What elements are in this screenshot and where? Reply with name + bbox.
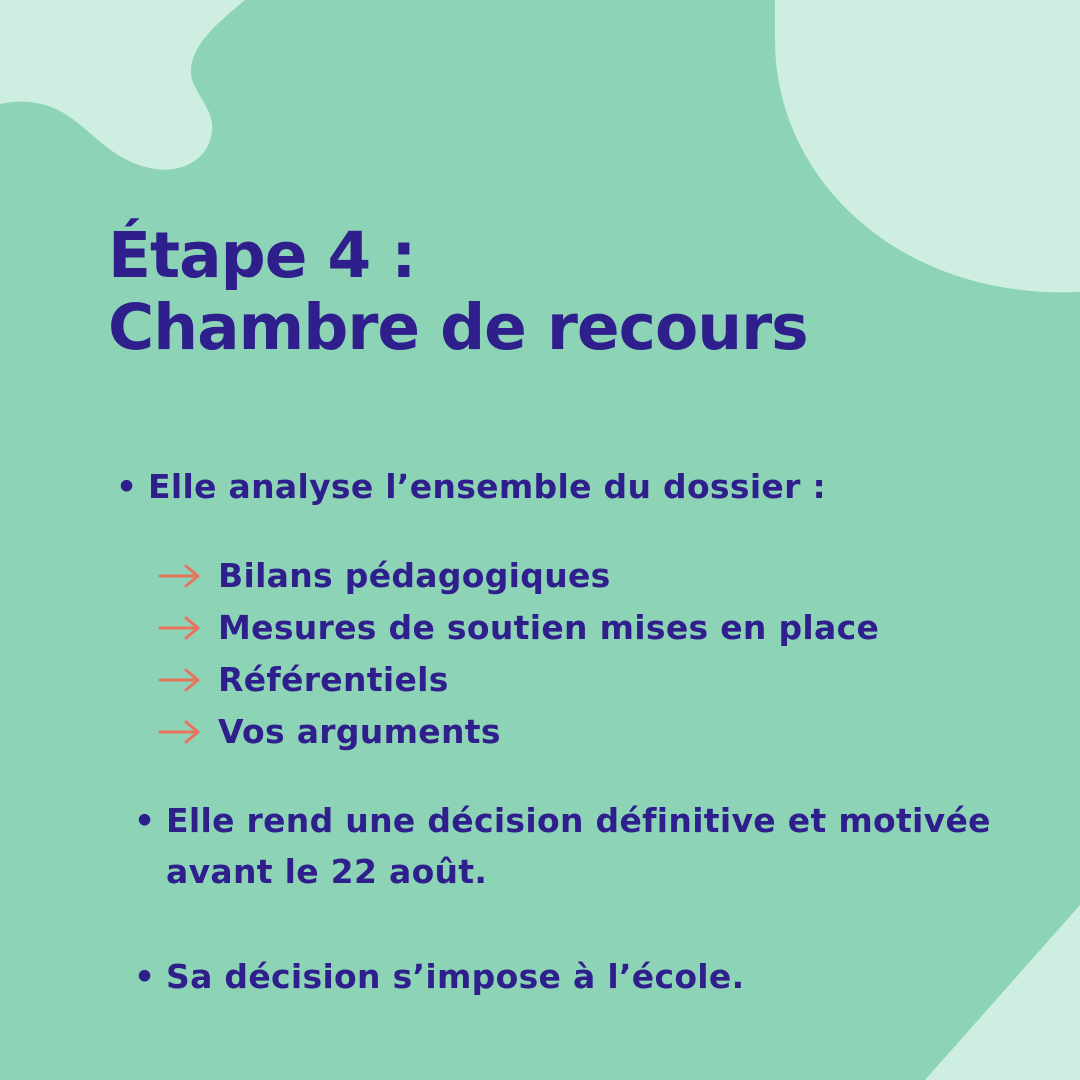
arrow-right-icon xyxy=(158,564,202,588)
title-line-1: Étape 4 : xyxy=(108,219,416,292)
top-left-blob xyxy=(0,0,245,170)
arrow-right-icon xyxy=(158,616,202,640)
bullet-item xyxy=(134,795,1026,897)
sub-list-label: Vos arguments xyxy=(218,712,501,751)
sub-list-label: Référentiels xyxy=(218,660,449,699)
bullet-item xyxy=(116,461,826,512)
sub-list-label: Bilans pédagogiques xyxy=(218,556,611,595)
sub-list-label: Mesures de soutien mises en place xyxy=(218,608,880,647)
arrow-right-icon xyxy=(158,668,202,692)
bullet-text: Sa décision s’impose à l’école. xyxy=(166,957,745,996)
page-title xyxy=(108,220,808,364)
bullet-text: Elle rend une décision définitive et motivée avant le 22 août. xyxy=(166,801,991,891)
title-line-2: Chambre de recours xyxy=(108,291,808,364)
arrow-right-icon xyxy=(158,720,202,744)
top-right-circle xyxy=(775,0,1080,292)
bullet-dot: • xyxy=(116,467,138,506)
bullet-text: Elle analyse l’ensemble du dossier : xyxy=(148,467,826,506)
bottom-right-triangle xyxy=(925,905,1080,1080)
bullet-item xyxy=(134,951,745,1002)
bullet-dot: • xyxy=(134,801,156,840)
bullet-dot: • xyxy=(134,957,156,996)
